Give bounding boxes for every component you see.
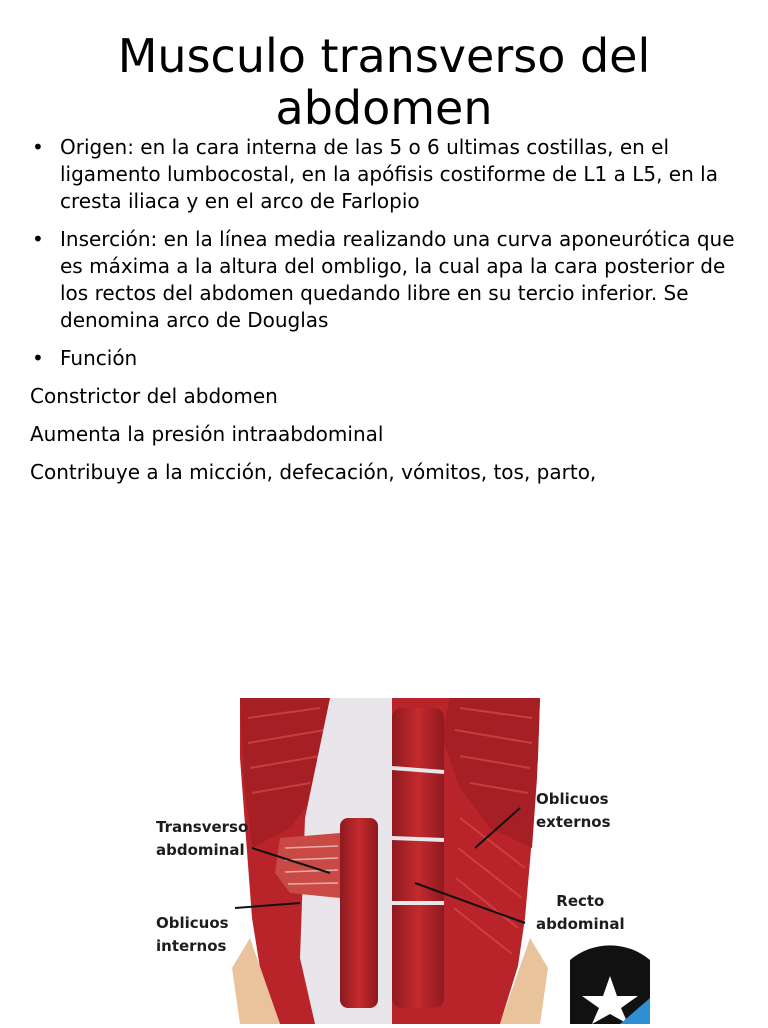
label-line: Recto <box>556 892 605 910</box>
title-line-2: abdomen <box>275 81 493 135</box>
bullet-funcion <box>30 345 746 372</box>
bullet-origen <box>30 134 746 215</box>
bullet-marker: • <box>32 346 44 370</box>
label-line: Oblicuos <box>536 790 609 808</box>
label-line: abdominal <box>536 915 625 933</box>
label-transverso <box>156 816 248 862</box>
label-oblicuos-internos <box>156 912 229 958</box>
bullet-text: Inserción: en la línea media realizando una curva aponeurótica que es máxima a la altura del ombligo, la cual apa la cara posterior de los rectos del abdomen quedando libre en su tercio inferior. Se denomina arco de Douglas <box>60 227 735 332</box>
logo-badge <box>570 945 650 1024</box>
label-line: abdominal <box>156 841 245 859</box>
label-line: internos <box>156 937 227 955</box>
function-item: Aumenta la presión intraabdominal <box>30 422 384 446</box>
label-line: Transverso <box>156 818 249 836</box>
function-item: Contribuye a la micción, defecación, vómitos, tos, parto, <box>30 460 597 484</box>
linea-alba <box>378 698 392 1024</box>
rectus-right <box>392 708 444 1008</box>
bullet-marker: • <box>32 227 44 251</box>
slide-title <box>20 30 748 134</box>
function-item: Constrictor del abdomen <box>30 384 278 408</box>
label-line: Oblicuos <box>156 914 229 932</box>
abdominal-muscles-figure <box>140 698 660 1024</box>
bullet-text: Origen: en la cara interna de las 5 o 6 ultimas costillas, en el ligamento lumbocostal, en la apófisis costiforme de L1 a L5, en la cresta iliaca y en el arco de Farlopio <box>60 135 718 213</box>
label-line: externos <box>536 813 611 831</box>
title-line-1: Musculo transverso del <box>117 29 651 83</box>
bullet-insercion <box>30 226 746 334</box>
label-oblicuos-externos <box>536 788 611 834</box>
label-recto <box>536 890 625 936</box>
slide-content <box>30 134 746 497</box>
bullet-text: Función <box>60 346 138 370</box>
bullet-marker: • <box>32 135 44 159</box>
rectus-left <box>340 818 378 1008</box>
